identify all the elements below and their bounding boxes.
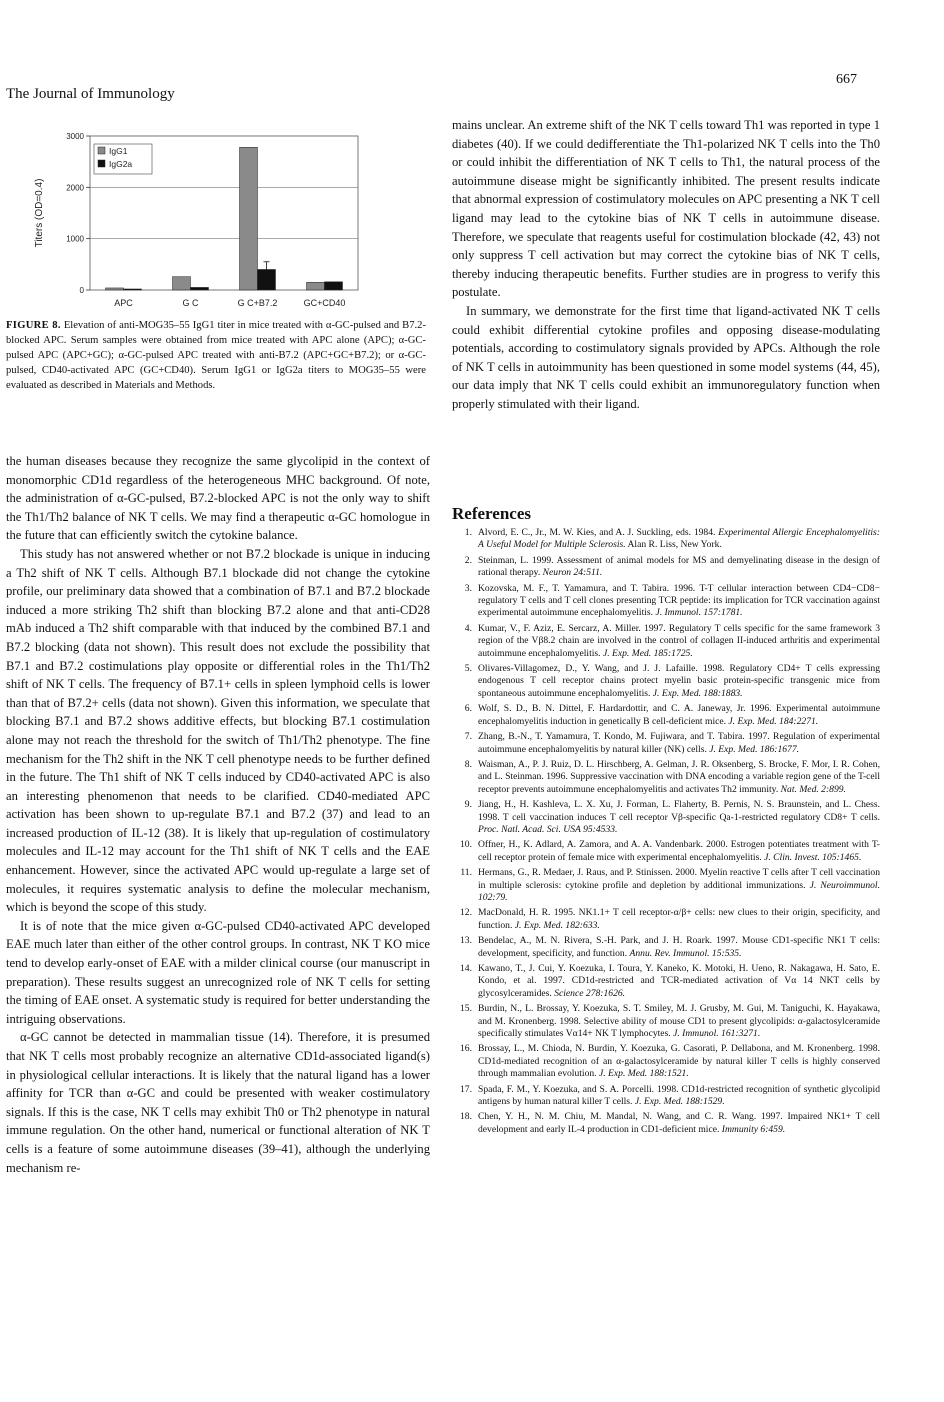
reference-journal: J. Exp. Med. 184:2271. bbox=[728, 715, 819, 727]
reference-number: 12. bbox=[460, 907, 472, 919]
reference-journal: J. Immunol. 161:3271. bbox=[673, 1028, 761, 1040]
reference-number: 17. bbox=[460, 1083, 472, 1095]
reference-journal: Science 278:1626. bbox=[554, 987, 626, 999]
reference-journal: Neuron 24:511. bbox=[542, 567, 603, 579]
reference-text: Spada, F. M., Y. Koezuka, and S. A. Porcelli. 1998. CD1d-restricted recognition of synthetic glycolipid antigens by human natural killer T cells. bbox=[478, 1083, 880, 1108]
reference-number: 16. bbox=[460, 1043, 472, 1055]
reference-journal: J. Exp. Med. 188:1521. bbox=[598, 1068, 689, 1080]
reference-text: Alvord, E. C., Jr., M. W. Kies, and A. J. Suckling, eds. 1984. bbox=[478, 527, 719, 538]
caption-text: Elevation of anti-MOG35–55 IgG1 titer in mice treated with α-GC-pulsed and B7.2-blocked APC. Serum samples were obtained from mice treated with APC alone (APC); α-GC-pulsed APC (APC+GC); α-GC-pulsed APC treated with anti-B7.2 (APC+GC+B7.2); or α-GC-pulsed, CD40-activated APC (GC+CD40). Serum IgG1 or IgG2a titers to MOG35–55 were evaluated as described in Materials and Methods. bbox=[6, 320, 426, 391]
left-paragraph: the human diseases because they recognize the same glycolipid in the context of monomorphic CD1d regardless of the heterogeneous MHC background. Of note, the administration of α-GC-pulsed, B7.2-blocked APC is not the only way to shift the Th1/Th2 balance of NK T cells. We may find a therapeutic α-GC homologue in the future that can efficiently switch the cytokine balance. bbox=[6, 454, 430, 543]
right-column bbox=[452, 116, 880, 414]
reference-number: 10. bbox=[460, 839, 472, 851]
reference-number: 14. bbox=[460, 963, 472, 974]
legend-label: IgG2a bbox=[109, 159, 133, 169]
reference-text: Burdin, N., L. Brossay, Y. Koezuka, S. T. Smiley, M. J. Grusby, M. Gui, M. Taniguchi, K. Hayakawa, and M. Kronenberg. 1998. Selective ability of mouse CD1 to present glycolipids: α-galactosylceramide specifically stimulates Vα14+ NK T lymphocytes. bbox=[478, 1003, 880, 1040]
reference-item bbox=[452, 1084, 880, 1109]
reference-number: 8. bbox=[464, 758, 472, 770]
x-tick-label: GC+CD40 bbox=[303, 298, 346, 308]
reference-journal: J. Immunol. 157:1781. bbox=[655, 607, 743, 619]
bar-igg2a bbox=[124, 289, 142, 290]
reference-text: Waisman, A., P. J. Ruiz, D. L. Hirschberg, A. Gelman, J. R. Oksenberg, S. Brocke, F. Mor, I. R. Cohen, and L. Steinman. 1996. Suppressive vaccination with DNA encoding a variable region gene of the T-cell receptor prevents autoimmune encephalomyelitis and activates Th2 immunity. bbox=[478, 758, 880, 795]
reference-text: Brossay, L., M. Chioda, N. Burdin, Y. Koezuka, G. Casorati, P. Dellabona, and M. Kronenberg. 1998. CD1d-mediated recognition of an α-galactosylceramide by natural killer T cells is highly conserved through mammalian evolution. bbox=[478, 1043, 880, 1080]
reference-item bbox=[452, 1111, 880, 1136]
reference-text: Olivares-Villagomez, D., Y. Wang, and J. J. Lafaille. 1998. Regulatory CD4+ T cells expressing endogenous T cell receptor chains protect myelin basic protein-specific transgenic mice from spontaneous autoimmune encephalomyelitis. bbox=[478, 663, 880, 699]
reference-item bbox=[452, 527, 880, 552]
x-tick-label: APC bbox=[114, 298, 133, 308]
bar-igg1 bbox=[106, 288, 124, 290]
reference-number: 6. bbox=[464, 703, 472, 715]
reference-item bbox=[452, 1043, 880, 1080]
reference-text: Hermans, G., R. Medaer, J. Raus, and P. Stinissen. 2000. Myelin reactive T cells after T cell vaccination in multiple sclerosis: cytokine profile and depletion by additional immunizations. bbox=[478, 867, 880, 891]
reference-number: 4. bbox=[464, 622, 472, 634]
bar-igg2a bbox=[258, 269, 276, 290]
reference-journal: Experimental Allergic Encephalomyelitis: A Useful Model for Multiple Sclerosis. bbox=[478, 527, 880, 551]
reference-number: 9. bbox=[464, 799, 472, 811]
reference-text: Bendelac, A., M. N. Rivera, S.-H. Park, and J. H. Roark. 1997. Mouse CD1-specific NK1 T cells: development, specificity, and function. bbox=[478, 935, 880, 959]
left-column bbox=[6, 452, 430, 1177]
legend-swatch bbox=[98, 160, 105, 167]
right-paragraph: In summary, we demonstrate for the first time that ligand-activated NK T cells could exhibit differential cytokine profiles and opposing disease-modulating potentials, according to costimulatory signals provided by APCs. Although the role of NK T cells in autoimmunity has been questioned in some model systems (44, 45), our data imply that NK T cells could exhibit an immunoregulatory function when properly stimulated with their ligand. bbox=[452, 303, 880, 411]
y-axis-label: Titers (OD=0.4) bbox=[34, 178, 45, 248]
reference-text: Jiang, H., H. Kashleva, L. X. Xu, J. Forman, L. Flaherty, B. Pernis, N. S. Braunstein, and L. Chess. 1998. T cell vaccination induces T cell receptor Vβ-specific Qa-1-restricted regulatory CD8+ T cells. bbox=[478, 799, 880, 823]
reference-item bbox=[452, 1003, 880, 1040]
reference-number: 18. bbox=[460, 1111, 472, 1123]
reference-number: 3. bbox=[464, 582, 472, 594]
reference-number: 5. bbox=[464, 663, 472, 675]
reference-text: Offner, H., K. Adlard, A. Zamora, and A. A. Vandenbark. 2000. Estrogen potentiates treatment with T-cell receptor protein of female mice with experimental encephalomyelitis. bbox=[478, 839, 880, 863]
legend-swatch bbox=[98, 147, 105, 154]
reference-number: 13. bbox=[460, 935, 472, 947]
reference-text: Kozovska, M. F., T. Yamamura, and T. Tabira. 1996. T-T cellular interaction between CD4−CD8− regulatory T cells and T cell clones presenting TCR peptide: its implication for TCR vaccination against experimental autoimmune encephalomyelitis. bbox=[478, 582, 880, 619]
left-paragraph: α-GC cannot be detected in mammalian tissue (14). Therefore, it is presumed that NK T cells most probably recognize an alternative CD1d-associated ligand(s) in physiological cellular interactions. It is likely that the natural ligand has a lower affinity for TCR than α-GC and could be presented with weaker costimulatory signals. If this is the case, NK T cells may exhibit Th0 or Th2 phenotype in natural immune regulation. On the other hand, numerical or functional alteration of NK T cells is a feature of some autoimmune diseases (39–41), although the underlying mechanism re- bbox=[6, 1030, 430, 1175]
reference-journal: J. Neuroimmunol. 102:79. bbox=[478, 879, 880, 903]
reference-number: 15. bbox=[460, 1003, 472, 1015]
figure-8-chart bbox=[28, 128, 428, 320]
reference-number: 1. bbox=[464, 527, 472, 538]
reference-journal: J. Exp. Med. 186:1677. bbox=[709, 743, 800, 755]
references-heading: References bbox=[452, 504, 531, 523]
reference-item bbox=[452, 703, 880, 728]
reference-journal: Annu. Rev. Immunol. 15:535. bbox=[629, 947, 742, 959]
left-paragraph: It is of note that the mice given α-GC-pulsed CD40-activated APC developed EAE much later than either of the other control groups. In contrast, NK T KO mice tend to develop early-onset of EAE with a milder clinical course (our manuscript in preparation). These results suggest an unrecognized role of NK T cells for setting the timing of EAE onset. A systematic study is required for better understanding the intriguing observations. bbox=[6, 918, 430, 1026]
reference-journal: Immunity 6:459. bbox=[721, 1123, 786, 1135]
bar-igg2a bbox=[191, 287, 209, 290]
y-tick-label: 3000 bbox=[66, 132, 84, 141]
y-tick-label: 2000 bbox=[66, 183, 84, 193]
bar-igg1 bbox=[173, 277, 191, 290]
reference-journal: J. Exp. Med. 188:1883. bbox=[652, 687, 743, 699]
reference-text: Kawano, T., J. Cui, Y. Koezuka, I. Toura, Y. Kaneko, K. Motoki, H. Ueno, R. Nakagawa, H. Sato, E. Kondo, et al. 1997. CD1d-restricted and TCR-mediated activation of Vα 14 NKT cells by glycosylceramides. bbox=[478, 963, 880, 999]
reference-item bbox=[452, 963, 880, 1000]
reference-item bbox=[452, 867, 880, 904]
left-paragraph: This study has not answered whether or not B7.2 blockade is unique in inducing a Th2 shift of NK T cells. Although B7.1 blockade did not change the cytokine profile, our preliminary data showed that a combination of B7.1 and B7.2 blockade induced a more striking Th2 shift than blocking B7.2 alone and that anti-CD28 mAb induced a Th2 shift comparable with that induced by the combined B7.1 and B7.2 blocking (data not shown). This result does not exclude the possibility that B7.1 and B7.2 costimulations play opposite or differential roles in the Th1/Th2 shift of NK T cells. The frequency of B7.1+ cells in spleen lymphoid cells is lower than that of B7.2+ cells (data not shown). Given this information, we speculate that blocking B7.1 and B7.2 shows additive effects, but blocking B7.1 costimulation alone may not reach the threshold for the switch of Th1/Th2 phenotype. The fine mechanism for the Th2 shift in the NK T cell phenotype needs to be further defined in the future. The Th1 shift of NK T cells induced by CD40-activated APC is also an interesting phenomenon that needs to be clarified. CD40-mediated APC activation has been shown to up-regulate B7.1 and B7.2 (37) and lead to an increased production of IL-12 (38). It is likely that up-regulation of costimulatory molecules and IL-12 may account for the Th1 shift of NK T cells and the EAE enhancement. However, since the activated APC would up-regulate a large set of molecules, it requires systematic analysis to define the molecular mechanism, which is beyond the scope of this study. bbox=[6, 546, 430, 915]
reference-text: Chen, Y. H., N. M. Chiu, M. Mandal, N. Wang, and C. R. Wang. 1997. Impaired NK1+ T cell development and early IL-4 production in CD1-deficient mice. bbox=[478, 1111, 880, 1135]
reference-item bbox=[452, 731, 880, 756]
reference-item bbox=[452, 935, 880, 960]
reference-journal: J. Exp. Med. 182:633. bbox=[514, 919, 600, 931]
reference-text: MacDonald, H. R. 1995. NK1.1+ T cell receptor-α/β+ cells: new clues to their origin, specificity, and function. bbox=[478, 907, 880, 931]
reference-tail: Alan R. Liss, New York. bbox=[625, 539, 722, 551]
reference-text: Wolf, S. D., B. N. Dittel, F. Hardardottir, and C. A. Janeway, Jr. 1996. Experimental autoimmune encephalomyelitis induction in genetically B cell-deficient mice. bbox=[478, 703, 880, 727]
y-tick-label: 0 bbox=[79, 286, 84, 295]
reference-item bbox=[452, 907, 880, 932]
figure-caption bbox=[6, 318, 426, 393]
reference-item bbox=[452, 759, 880, 796]
reference-item bbox=[452, 623, 880, 660]
reference-text: Zhang, B.-N., T. Yamamura, T. Kondo, M. Fujiwara, and T. Tabira. 1997. Regulation of experimental autoimmune encephalomyelitis by natural killer (NK) cells. bbox=[478, 731, 880, 755]
reference-text: Kumar, V., F. Aziz, E. Sercarz, A. Miller. 1997. Regulatory T cells specific for the same framework 3 region of the Vβ8.2 chain are involved in the control of collagen II-induced arthritis and experimental autoimmune encephalomyelitis. bbox=[478, 622, 880, 659]
reference-journal: J. Exp. Med. 188:1529. bbox=[634, 1096, 725, 1108]
journal-header: The Journal of Immunology bbox=[6, 86, 175, 102]
right-paragraph: mains unclear. An extreme shift of the NK T cells toward Th1 was reported in type 1 diabetes (40). If we could dedifferentiate the Th1-polarized NK T cells into the Th0 or could inhibit the differentiation of NK T cells to Th1, the natural process of the autoimmune disease might be significantly inhibited. The present results indicate that abnormal expression of costimulatory molecules on APC presenting a NK T cell ligand may lead to the cytokine bias of NK T cells in autoimmune disease. Therefore, we speculate that reagents useful for costimulation blockade (42, 43) not only suppress T cell activation but may correct the cytokine bias of NK T cells, thereby inducing therapeutic benefits. Further studies are in progress to verify this postulate. bbox=[452, 118, 880, 300]
bar-igg2a bbox=[325, 282, 343, 290]
bar-igg1 bbox=[240, 147, 258, 290]
legend-label: IgG1 bbox=[109, 146, 128, 156]
reference-number: 11. bbox=[460, 867, 472, 879]
reference-item bbox=[452, 839, 880, 864]
reference-journal: Proc. Natl. Acad. Sci. USA 95:4533. bbox=[478, 823, 618, 835]
reference-journal: Nat. Med. 2:899. bbox=[780, 783, 846, 795]
x-tick-label: G C+B7.2 bbox=[237, 298, 278, 308]
x-tick-label: G C bbox=[182, 298, 199, 308]
reference-item bbox=[452, 799, 880, 836]
reference-item bbox=[452, 663, 880, 700]
references-list bbox=[452, 527, 880, 1139]
page-number: 667 bbox=[836, 72, 857, 87]
reference-journal: J. Exp. Med. 185:1725. bbox=[602, 647, 693, 659]
y-tick-label: 1000 bbox=[66, 234, 84, 244]
reference-number: 2. bbox=[464, 554, 472, 566]
reference-item bbox=[452, 583, 880, 620]
bar-igg1 bbox=[307, 282, 325, 290]
reference-number: 7. bbox=[464, 731, 472, 743]
reference-journal: J. Clin. Invest. 105:1465. bbox=[764, 851, 862, 863]
reference-item bbox=[452, 555, 880, 580]
reference-text: Steinman, L. 1999. Assessment of animal models for MS and demyelinating disease in the design of rational therapy. bbox=[478, 554, 880, 579]
caption-label: FIGURE 8. bbox=[6, 320, 61, 331]
